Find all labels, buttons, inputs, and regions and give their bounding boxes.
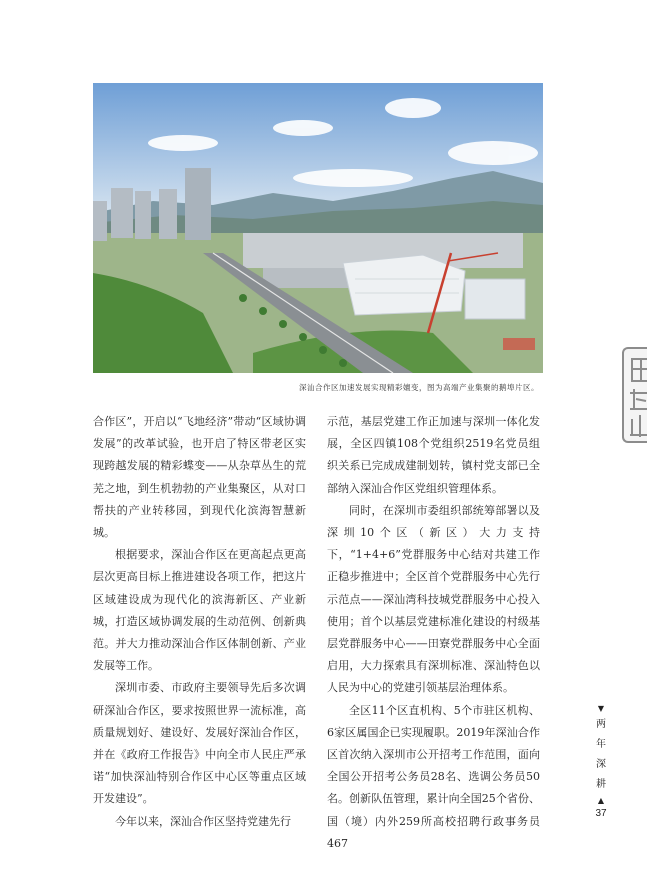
- paragraph: 全区11个区直机构、5个市驻区机构、6家区属国企已实现履职。2019年深汕合作区首次纳入深圳市公开招考工作范围，面向全国公开招考公务员28名、选调公务员50名。创新队伍管理，累计向全国25个省份、国（境）内外259所高校招聘行政事务员467: [327, 703, 540, 850]
- paragraph: 合作区”，开启以“飞地经济”带动“区域协调发展”的改革试验，也开启了特区带老区实现跨越发展的精彩蝶变——从杂草丛生的荒芜之地，到生机勃勃的产业集聚区，从对口帮扶的产业转移园，到现代化滨海智慧新城。: [93, 415, 306, 540]
- text-column-right: [327, 411, 540, 855]
- section-char: 年: [596, 739, 606, 750]
- section-char: 深: [596, 759, 606, 770]
- seal-decoration: [622, 347, 647, 443]
- section-char: 两: [596, 719, 606, 730]
- page-number: 37: [595, 808, 607, 819]
- aerial-photo: [93, 83, 543, 373]
- text-column-left: [93, 411, 306, 833]
- paragraph: 今年以来，深汕合作区坚持党建先行: [115, 814, 291, 828]
- triangle-down-icon: ▼: [597, 704, 605, 713]
- paragraph: 同时，在深圳市委组织部统筹部署以及深圳10个区（新区）大力支持下，“1+4+6”党群服务中心结对共建工作正稳步推进中；全区首个党群服务中心先行示范点——深汕湾科技城党群服务中心投入使用；首个以基层党建标准化建设的村级基层党群服务中心——田寮党群服务中心全面启用，大力探索具有深圳标准、深汕特色以人民为中心的党建引领基层治理体系。: [327, 503, 540, 695]
- section-tab: [591, 703, 611, 807]
- paragraph: 深圳市委、市政府主要领导先后多次调研深汕合作区，要求按照世界一流标准，高质量规划好、建设好、发展好深汕合作区，并在《政府工作报告》中向全市人民庄严承诺“加快深汕特别合作区中心区等重点区域开发建设”。: [93, 681, 306, 806]
- paragraph: 根据要求，深汕合作区在更高起点更高层次更高目标上推进建设各项工作，把这片区域建设成为现代化的滨海新区、产业新城，打造区域协调发展的生动范例、创新典范。并大力推动深汕合作区体制创新、产业发展等工作。: [93, 548, 306, 673]
- triangle-up-icon: ▲: [597, 796, 605, 805]
- photo-caption: 深汕合作区加速发展实现精彩嬗变，图为高端产业集聚的鹅埠片区。: [299, 383, 539, 392]
- section-char: 耕: [596, 779, 606, 790]
- paragraph: 示范，基层党建工作正加速与深圳一体化发展，全区四镇108个党组织2519名党员组织关系已完成成建制划转，镇村党支部已全部纳入深汕合作区党组织管理体系。: [327, 415, 540, 495]
